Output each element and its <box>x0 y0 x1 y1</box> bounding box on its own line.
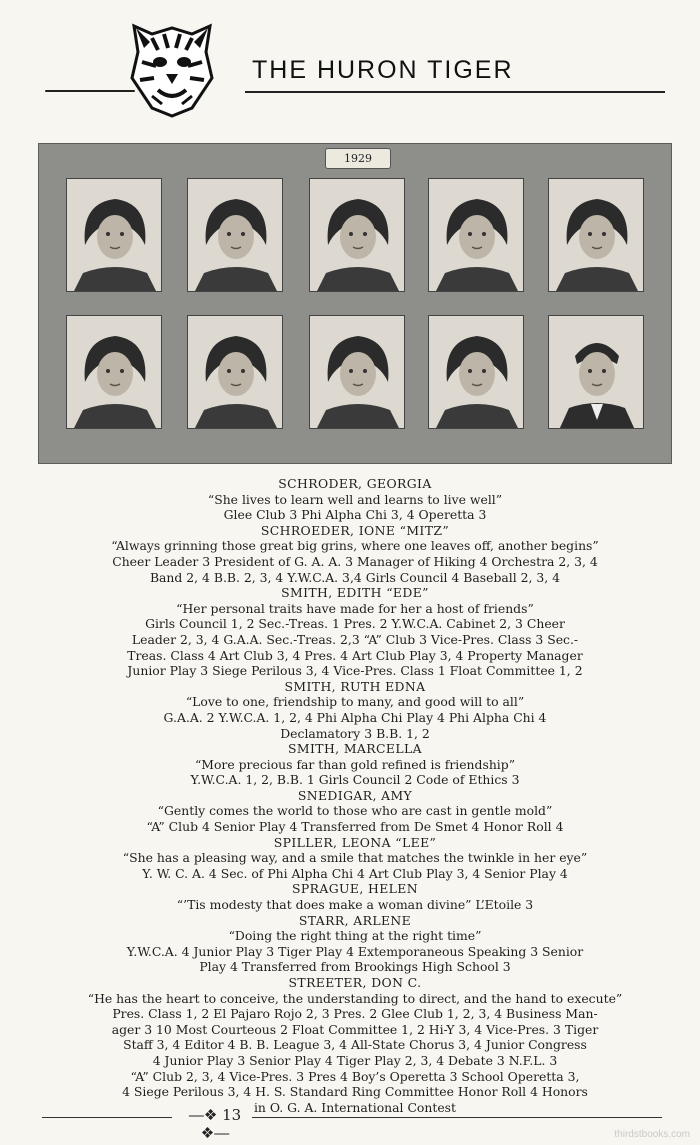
activities-line: Glee Club 3 Phi Alpha Chi 3, 4 Operetta 3 <box>223 507 487 523</box>
student-quote: “He has the heart to conceive, the understanding to direct, and the hand to execute” <box>87 990 623 1006</box>
activities-line: Y.W.C.A. 1, 2, B.B. 1 Girls Council 2 Code of Ethics 3 <box>190 772 520 788</box>
activities-line: Junior Play 3 Siege Perilous 3, 4 Vice-Pres. Class 1 Float Committee 1, 2 <box>127 663 583 679</box>
activities-line: Cheer Leader 3 President of G. A. A. 3 Manager of Hiking 4 Orchestra 2, 3, 4 <box>112 553 598 569</box>
portrait-photo <box>548 315 644 429</box>
activities-line: Y. W. C. A. 4 Sec. of Phi Alpha Chi 4 Art Club Play 3, 4 Senior Play 4 <box>142 865 568 881</box>
student-name: SNEDIGAR, AMY <box>297 787 413 803</box>
student-quote: “Her personal traits have made for her a host of friends” <box>176 600 534 616</box>
ornament-right-icon: ❖― <box>200 1124 230 1142</box>
activities-line: Declamatory 3 B.B. 1, 2 <box>280 725 430 741</box>
activities-line: “A” Club 2, 3, 4 Vice-Pres. 3 Pres 4 Boy’s Operetta 3 School Operetta 3, <box>130 1068 580 1084</box>
page-header <box>0 0 700 130</box>
portrait-photo <box>309 315 405 429</box>
portrait-photo <box>428 315 524 429</box>
student-name: STARR, ARLENE <box>298 912 412 928</box>
student-quote: “More precious far than gold refined is friendship” <box>194 756 516 772</box>
activities-line: Leader 2, 3, 4 G.A.A. Sec.-Treas. 2,3 “A” Club 3 Vice-Pres. Class 3 Sec.- <box>131 631 579 647</box>
student-name: SMITH, EDITH “EDE” <box>281 585 429 601</box>
activities-line: 4 Junior Play 3 Senior Play 4 Tiger Play 2, 3, 4 Debate 3 N.F.L. 3 <box>152 1052 558 1068</box>
portrait-photo <box>66 315 162 429</box>
student-name: SPRAGUE, HELEN <box>292 881 418 897</box>
activities-line: ager 3 10 Most Courteous 2 Float Committee 1, 2 Hi-Y 3, 4 Vice-Pres. 3 Tiger <box>111 1021 599 1037</box>
portrait-photo <box>66 178 162 292</box>
student-quote: “Doing the right thing at the right time” <box>228 928 482 944</box>
portrait-photo <box>309 178 405 292</box>
student-quote: “Always grinning those great big grins, where one leaves off, another begins” <box>111 538 599 554</box>
activities-line: Band 2, 4 B.B. 2, 3, 4 Y.W.C.A. 3,4 Girls Council 4 Baseball 2, 3, 4 <box>149 569 561 585</box>
tiger-head-logo <box>122 18 222 118</box>
activities-line: Girls Council 1, 2 Sec.-Treas. 1 Pres. 2 Y.W.C.A. Cabinet 2, 3 Cheer <box>145 616 565 632</box>
footer-rule-left <box>42 1117 172 1118</box>
activities-line: “A” Club 4 Senior Play 4 Transferred from De Smet 4 Honor Roll 4 <box>146 819 564 835</box>
portrait-photo <box>548 178 644 292</box>
student-quote: “Gently comes the world to those who are cast in gentle mold” <box>157 803 553 819</box>
year-banner: 1929 <box>325 148 391 169</box>
senior-entries <box>38 476 672 1115</box>
portrait-photo <box>428 178 524 292</box>
activities-line: Treas. Class 4 Art Club 3, 4 Pres. 4 Art Club Play 3, 4 Property Manager <box>127 647 583 663</box>
header-rule-right <box>245 91 665 93</box>
activities-line: in O. G. A. International Contest <box>253 1099 457 1115</box>
footer-rule-right <box>252 1117 662 1118</box>
student-name: SPILLER, LEONA “LEE” <box>273 834 437 850</box>
activities-line: 4 Siege Perilous 3, 4 H. S. Standard Ring Committee Honor Roll 4 Honors <box>122 1084 588 1100</box>
activities-line: Play 4 Transferred from Brookings High School 3 <box>199 959 511 975</box>
student-quote: “She lives to learn well and learns to live well” <box>207 491 503 507</box>
page-number <box>180 1106 250 1142</box>
activities-line: Pres. Class 1, 2 El Pajaro Rojo 2, 3 Pres. 2 Glee Club 1, 2, 3, 4 Business Man- <box>112 1006 598 1022</box>
portrait-photo <box>187 178 283 292</box>
portrait-photo <box>187 315 283 429</box>
watermark: thirdstbooks.com <box>614 1129 690 1140</box>
student-quote: “’Tis modesty that does make a woman divine” L’Etoile 3 <box>176 897 534 913</box>
student-name: SCHRODER, GEORGIA <box>278 476 432 491</box>
ornament-left-icon: ―❖ <box>188 1106 218 1124</box>
student-quote: “She has a pleasing way, and a smile that matches the twinkle in her eye” <box>122 850 588 866</box>
student-quote: “Love to one, friendship to many, and good will to all” <box>185 694 525 710</box>
activities-line: G.A.A. 2 Y.W.C.A. 1, 2, 4 Phi Alpha Chi Play 4 Phi Alpha Chi 4 <box>163 709 547 725</box>
student-name: SMITH, RUTH EDNA <box>284 678 426 694</box>
page-title: THE HURON TIGER <box>252 56 514 84</box>
activities-line: Y.W.C.A. 4 Junior Play 3 Tiger Play 4 Extemporaneous Speaking 3 Senior <box>126 943 584 959</box>
student-name: SCHROEDER, IONE “MITZ” <box>260 522 450 538</box>
activities-line: Staff 3, 4 Editor 4 B. B. League 3, 4 All-State Chorus 3, 4 Junior Congress <box>123 1037 587 1053</box>
page-number-text: 13 <box>222 1106 242 1124</box>
student-name: STREETER, DON C. <box>288 975 422 990</box>
student-name: SMITH, MARCELLA <box>288 741 422 757</box>
